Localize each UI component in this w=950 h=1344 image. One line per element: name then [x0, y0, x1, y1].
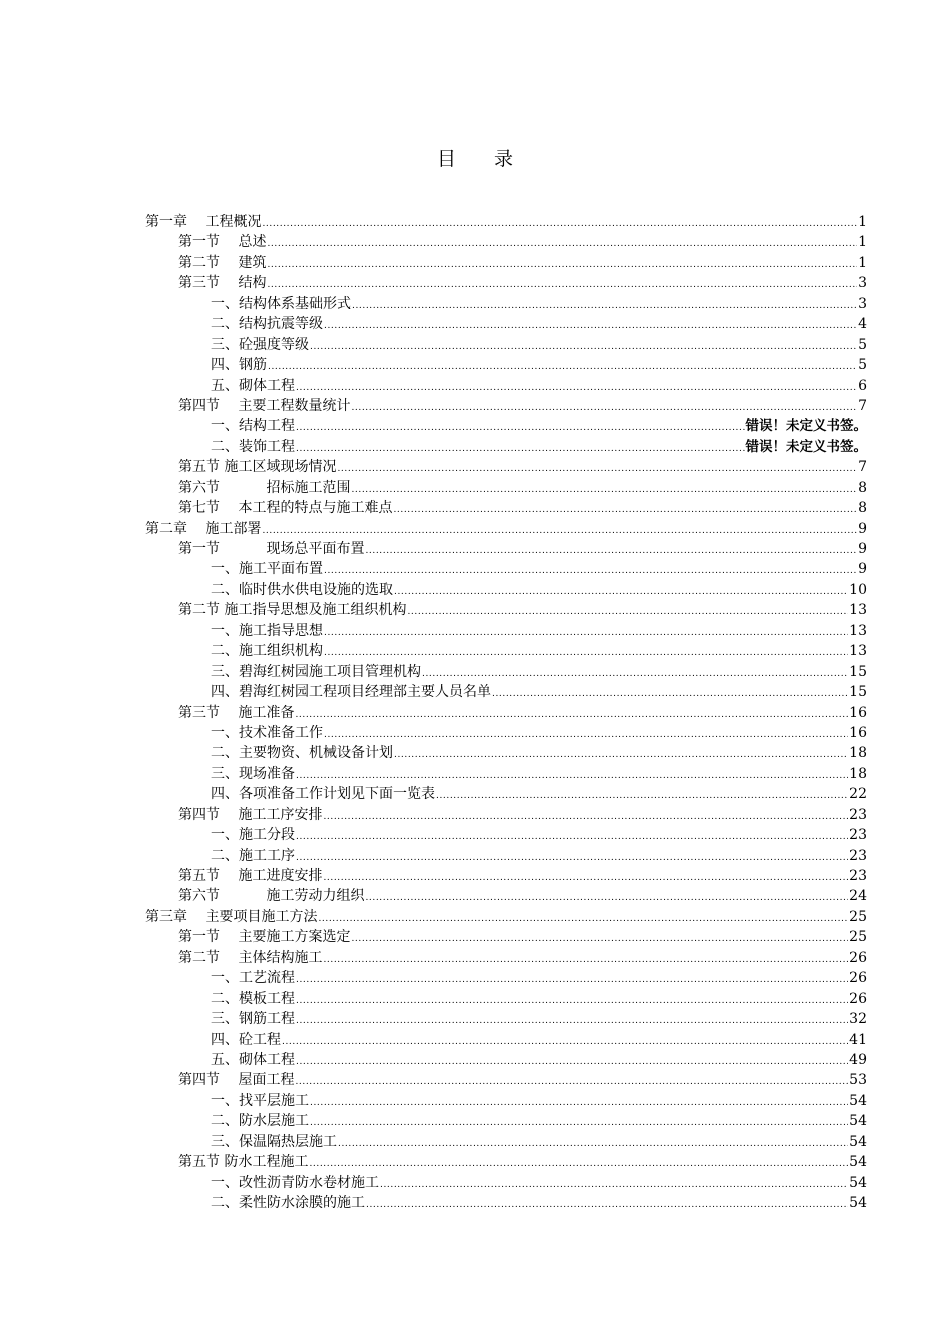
toc-entry[interactable]: [145, 314, 867, 334]
toc-entry[interactable]: [145, 907, 867, 927]
toc-entry-page: 15: [849, 684, 867, 701]
toc-entry-title: 第四节 屋面工程: [178, 1072, 295, 1089]
toc-entry[interactable]: [145, 335, 867, 355]
toc-entry[interactable]: [145, 621, 867, 641]
toc-entry[interactable]: [145, 1132, 867, 1152]
toc-entry[interactable]: [145, 253, 867, 273]
toc-entry-page: 8: [858, 479, 867, 496]
toc-entry-page: 23: [849, 827, 867, 844]
dot-leader: [295, 1070, 848, 1092]
toc-entry-page: 41: [849, 1031, 867, 1048]
dot-leader: [323, 948, 848, 970]
toc-entry-title: 一、技术准备工作: [211, 724, 323, 741]
toc-entry[interactable]: [145, 764, 867, 784]
dot-leader: [365, 539, 857, 561]
toc-entry-page: 9: [858, 541, 867, 557]
toc-entry[interactable]: [145, 1091, 867, 1111]
toc-entry-error: 错误！未定义书签。: [745, 438, 867, 455]
toc-entry-title: 二、施工组织机构: [211, 643, 323, 660]
toc-entry-page: 23: [849, 847, 867, 864]
dot-leader: [394, 580, 848, 602]
toc-entry-title: 第一章 工程概况: [145, 214, 262, 230]
toc-entry[interactable]: [145, 539, 867, 559]
toc-entry[interactable]: [145, 232, 867, 252]
toc-entry-title: 第七节 本工程的特点与施工难点: [178, 500, 393, 517]
dot-leader: [262, 519, 857, 541]
toc-entry-title: 三、碧海红树园施工项目管理机构: [211, 663, 421, 680]
toc-title: 目 录: [436, 148, 513, 170]
toc-entry-title: 一、施工指导思想: [211, 622, 323, 639]
toc-entry[interactable]: [145, 498, 867, 518]
toc-entry[interactable]: [145, 1050, 867, 1070]
toc-entry-page: 23: [849, 806, 867, 823]
toc-entry-page: 24: [849, 888, 867, 905]
toc-entry-page: 22: [849, 786, 867, 803]
toc-entry-page: 5: [858, 357, 867, 374]
toc-entry[interactable]: [145, 805, 867, 825]
dot-leader: [310, 1091, 848, 1113]
toc-entry[interactable]: [145, 437, 867, 457]
toc-entry-page: 23: [849, 868, 867, 884]
toc-entry[interactable]: [145, 784, 867, 804]
toc-entry[interactable]: [145, 1152, 867, 1172]
dot-leader: [365, 886, 848, 908]
toc-entry[interactable]: [145, 478, 867, 498]
dot-leader: [268, 355, 857, 377]
toc-entry-title: 四、各项准备工作计划见下面一览表: [211, 786, 435, 803]
toc-entry-page: 54: [849, 1174, 867, 1191]
toc-entry-page: 54: [849, 1195, 867, 1211]
toc-entry-page: 1: [858, 214, 867, 230]
toc-entry-title: 一、工艺流程: [211, 970, 295, 987]
toc-entry[interactable]: [145, 376, 867, 396]
toc-entry-page: 32: [849, 1011, 867, 1028]
toc-entry[interactable]: [145, 1193, 867, 1213]
toc-entry-page: 26: [849, 970, 867, 987]
toc-entry[interactable]: [145, 457, 867, 477]
dot-leader: [324, 723, 848, 745]
toc-entry-title: 一、结构工程: [211, 418, 295, 435]
toc-entry-error: 错误！未定义书签。: [745, 418, 867, 435]
toc-entry-page: 16: [849, 724, 867, 741]
toc-entry-title: 二、临时供水供电设施的选取: [211, 581, 393, 598]
dot-leader: [351, 396, 857, 418]
dot-leader: [296, 968, 848, 990]
dot-leader: [393, 498, 857, 520]
toc-entry[interactable]: [145, 1030, 867, 1050]
toc-entry-title: 二、柔性防水涂膜的施工: [211, 1195, 365, 1211]
toc-entry-page: 25: [849, 908, 867, 925]
toc-entry-title: 第六节 招标施工范围: [178, 479, 351, 496]
dot-leader: [296, 437, 745, 459]
toc-entry-title: 第二章 施工部署: [145, 520, 262, 537]
dot-leader: [337, 457, 857, 479]
toc-entry[interactable]: [145, 1111, 867, 1131]
toc-entry-title: 一、施工分段: [211, 827, 295, 844]
toc-entry[interactable]: [145, 580, 867, 600]
toc-entry-title: 二、施工工序: [211, 847, 295, 864]
table-of-contents: [145, 212, 867, 1213]
toc-entry-page: 8: [858, 500, 867, 517]
toc-entry[interactable]: [145, 641, 867, 661]
dot-leader: [267, 232, 857, 254]
toc-entry[interactable]: [145, 396, 867, 416]
toc-entry-page: 3: [858, 295, 867, 312]
toc-entry-title: 第一节 现场总平面布置: [178, 541, 365, 557]
toc-entry[interactable]: [145, 703, 867, 723]
toc-entry-title: 一、找平层施工: [211, 1092, 309, 1109]
toc-entry-title: 第六节 施工劳动力组织: [178, 888, 365, 905]
dot-leader: [351, 478, 857, 500]
dot-leader: [338, 1132, 848, 1154]
dot-leader: [324, 559, 857, 581]
toc-entry[interactable]: [145, 1009, 867, 1029]
toc-entry-title: 三、钢筋工程: [211, 1011, 295, 1028]
toc-entry-title: 二、主要物资、机械设备计划: [211, 745, 393, 762]
toc-entry-page: 10: [849, 581, 867, 598]
toc-entry-page: 9: [858, 520, 867, 537]
toc-entry-page: 53: [849, 1072, 867, 1089]
dot-leader: [407, 600, 848, 622]
toc-entry[interactable]: [145, 927, 867, 947]
toc-entry-title: 第四节 主要工程数量统计: [178, 397, 351, 414]
toc-entry-page: 18: [849, 765, 867, 782]
toc-entry-page: 15: [849, 663, 867, 680]
toc-entry[interactable]: [145, 212, 867, 232]
dot-leader: [296, 1009, 848, 1031]
toc-entry-page: 4: [858, 316, 867, 333]
toc-entry-title: 二、模板工程: [211, 990, 295, 1007]
toc-entry[interactable]: [145, 846, 867, 866]
dot-leader: [296, 1050, 848, 1072]
toc-entry-page: 13: [849, 602, 867, 619]
dot-leader: [295, 703, 848, 725]
toc-entry[interactable]: [145, 743, 867, 763]
toc-entry[interactable]: [145, 1173, 867, 1193]
toc-entry[interactable]: [145, 273, 867, 293]
toc-entry-page: 25: [849, 929, 867, 946]
dot-leader: [324, 641, 848, 663]
toc-entry[interactable]: [145, 723, 867, 743]
toc-entry-title: 第五节 防水工程施工: [178, 1154, 309, 1171]
toc-entry-page: 16: [849, 704, 867, 721]
toc-entry-title: 第三节 结构: [178, 275, 267, 292]
dot-leader: [310, 1111, 848, 1133]
toc-entry[interactable]: [145, 294, 867, 314]
dot-leader: [394, 743, 848, 765]
dot-leader: [296, 416, 745, 438]
toc-entry[interactable]: [145, 519, 867, 539]
toc-entry-page: 1: [858, 234, 867, 251]
toc-entry-page: 54: [849, 1092, 867, 1109]
dot-leader: [310, 335, 857, 357]
dot-leader: [351, 927, 848, 949]
toc-entry[interactable]: [145, 1070, 867, 1090]
toc-entry-page: 54: [849, 1133, 867, 1150]
dot-leader: [309, 1152, 848, 1174]
toc-entry-title: 三、保温隔热层施工: [211, 1133, 337, 1150]
toc-entry-page: 54: [849, 1113, 867, 1130]
toc-entry[interactable]: [145, 682, 867, 702]
dot-leader: [296, 846, 848, 868]
dot-leader: [323, 866, 848, 888]
toc-entry-page: 9: [858, 561, 867, 578]
toc-entry-page: 7: [858, 397, 867, 414]
toc-entry-title: 二、装饰工程: [211, 438, 295, 455]
toc-entry-title: 二、结构抗震等级: [211, 316, 323, 333]
dot-leader: [492, 682, 848, 704]
toc-entry[interactable]: [145, 866, 867, 886]
toc-entry-title: 第五节 施工区域现场情况: [178, 459, 337, 476]
toc-entry-title: 第三节 施工准备: [178, 704, 295, 721]
toc-entry-title: 第三章 主要项目施工方法: [145, 908, 318, 925]
toc-entry-title: 三、现场准备: [211, 765, 295, 782]
toc-entry[interactable]: [145, 968, 867, 988]
dot-leader: [267, 253, 857, 275]
toc-entry[interactable]: [145, 886, 867, 906]
toc-entry[interactable]: [145, 948, 867, 968]
toc-entry-title: 三、砼强度等级: [211, 336, 309, 353]
dot-leader: [267, 273, 857, 295]
toc-entry-page: 1: [858, 254, 867, 271]
toc-entry[interactable]: [145, 600, 867, 620]
toc-entry-page: 5: [858, 336, 867, 353]
toc-entry-title: 四、碧海红树园工程项目经理部主要人员名单: [211, 684, 491, 701]
dot-leader: [296, 989, 848, 1011]
toc-entry-page: 3: [858, 275, 867, 292]
dot-leader: [422, 662, 848, 684]
toc-entry-title: 第四节 施工工序安排: [178, 806, 323, 823]
toc-entry-page: 7: [858, 459, 867, 476]
toc-entry-title: 第二节 主体结构施工: [178, 949, 323, 966]
toc-entry-title: 第二节 建筑: [178, 254, 267, 271]
toc-entry-title: 四、钢筋: [211, 357, 267, 374]
toc-entry[interactable]: [145, 416, 867, 436]
toc-entry-title: 第一节 总述: [178, 234, 267, 251]
toc-entry-page: 26: [849, 949, 867, 966]
dot-leader: [296, 825, 848, 847]
toc-entry-title: 一、施工平面布置: [211, 561, 323, 578]
toc-entry-page: 26: [849, 990, 867, 1007]
toc-entry-title: 五、砌体工程: [211, 377, 295, 394]
dot-leader: [366, 1193, 848, 1215]
toc-entry-page: 13: [849, 622, 867, 639]
toc-entry-title: 第一节 主要施工方案选定: [178, 929, 351, 946]
dot-leader: [296, 764, 848, 786]
toc-entry-title: 第二节 施工指导思想及施工组织机构: [178, 602, 407, 619]
toc-entry-page: 18: [849, 745, 867, 762]
dot-leader: [324, 621, 848, 643]
toc-entry-title: 一、结构体系基础形式: [211, 295, 351, 312]
dot-leader: [282, 1030, 848, 1052]
toc-entry-title: 二、防水层施工: [211, 1113, 309, 1130]
toc-entry-title: 五、砌体工程: [211, 1051, 295, 1068]
dot-leader: [262, 212, 857, 234]
toc-entry[interactable]: [145, 355, 867, 375]
dot-leader: [324, 314, 857, 336]
toc-entry-page: 13: [849, 643, 867, 660]
dot-leader: [380, 1173, 848, 1195]
toc-entry-page: 54: [849, 1154, 867, 1171]
toc-entry-title: 一、改性沥青防水卷材施工: [211, 1174, 379, 1191]
dot-leader: [352, 294, 857, 316]
toc-entry-page: 49: [849, 1051, 867, 1068]
dot-leader: [323, 805, 848, 827]
toc-entry[interactable]: [145, 662, 867, 682]
dot-leader: [436, 784, 848, 806]
dot-leader: [296, 376, 857, 398]
toc-entry[interactable]: [145, 825, 867, 845]
toc-entry-title: 第五节 施工进度安排: [178, 868, 323, 884]
toc-entry[interactable]: [145, 989, 867, 1009]
toc-entry-title: 四、砼工程: [211, 1031, 281, 1048]
dot-leader: [318, 907, 848, 929]
toc-entry[interactable]: [145, 559, 867, 579]
toc-entry-page: 6: [858, 377, 867, 394]
